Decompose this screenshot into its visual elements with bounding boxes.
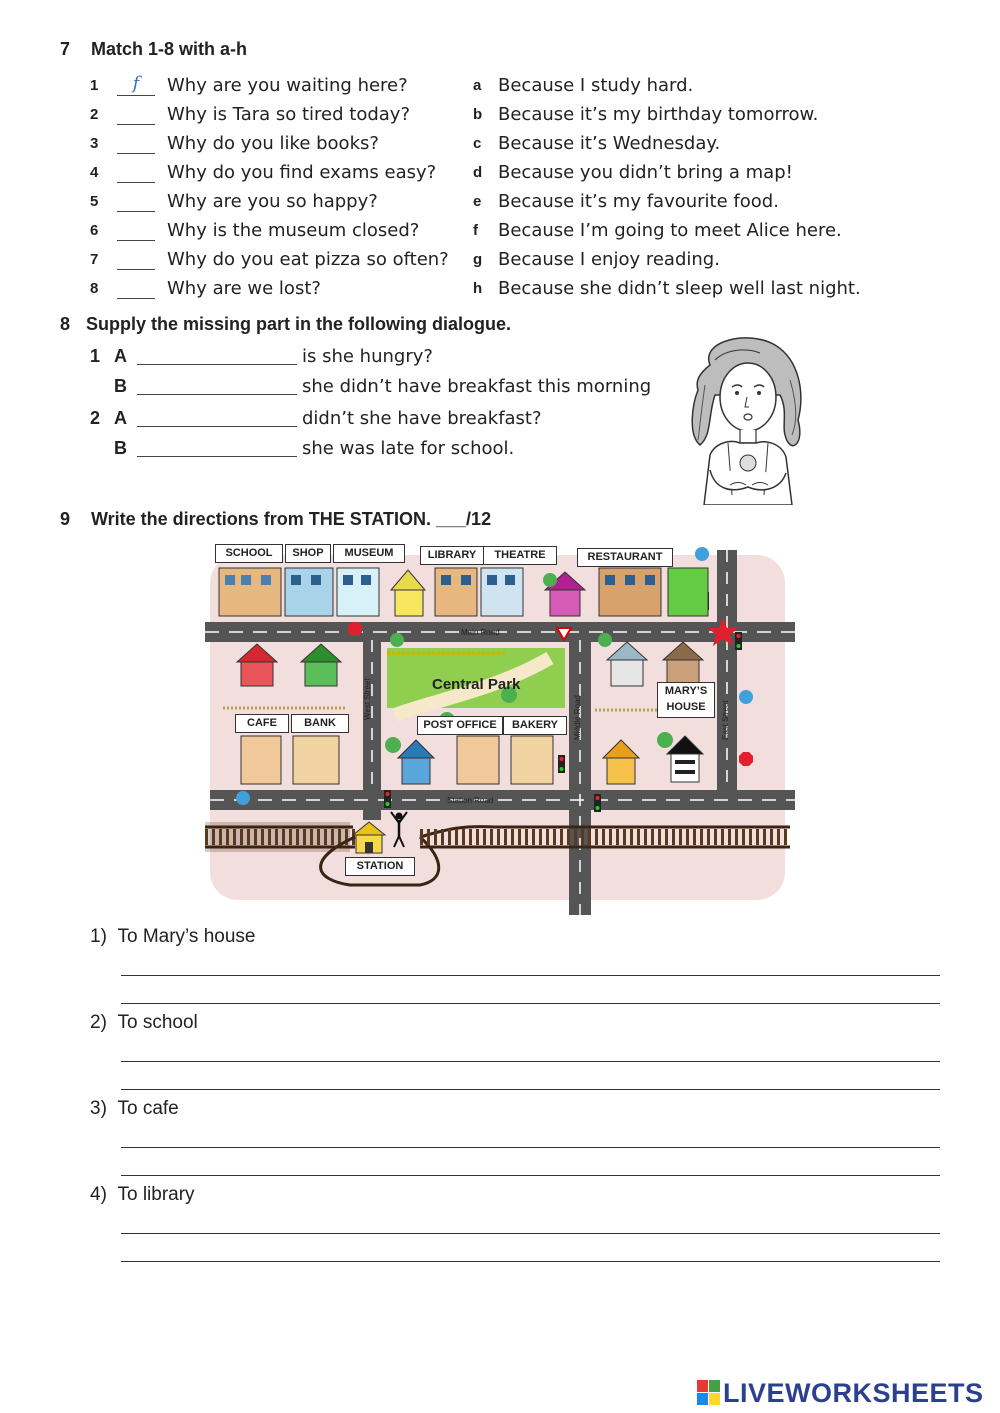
section-7-number: 7 [60, 39, 71, 59]
label-bakery: BAKERY [503, 716, 567, 735]
section-9-title: Write the directions from THE STATION. ___/12 [91, 509, 492, 529]
section-9-number: 9 [60, 509, 71, 529]
answer-text: Because I’m going to meet Alice here. [498, 220, 842, 241]
question-text: Why are you waiting here? [167, 75, 408, 96]
label-school: SCHOOL [215, 544, 283, 563]
direction-item [90, 1184, 195, 1206]
answer-line[interactable] [121, 1061, 940, 1062]
answer-text: Because she didn’t sleep well last night. [498, 278, 861, 299]
road-name-east: East Street [721, 700, 730, 740]
section-7-title: Match 1-8 with a-h [91, 39, 248, 59]
direction-item [90, 1098, 179, 1120]
girl-illustration [670, 335, 820, 505]
dialogue-text: she didn’t have breakfast this morning [302, 376, 652, 397]
answer-line[interactable] [121, 1261, 940, 1262]
logo-blocks-icon [697, 1380, 721, 1406]
town-map [205, 540, 795, 915]
answer-blank[interactable] [117, 133, 155, 154]
answer-letter: c [473, 135, 482, 152]
label-cafe: CAFE [235, 714, 289, 733]
match-row [90, 104, 850, 132]
answer-letter: f [473, 222, 478, 239]
answer-blank[interactable] [117, 162, 155, 183]
direction-text: To library [117, 1184, 195, 1205]
question-text: Why are we lost? [167, 278, 321, 299]
match-row [90, 162, 850, 190]
direction-text: To school [117, 1012, 198, 1033]
match-row [90, 249, 850, 277]
answer-line[interactable] [121, 1089, 940, 1090]
answer-text: Because it’s my birthday tomorrow. [498, 104, 819, 125]
dialogue-blank[interactable] [137, 456, 297, 457]
question-text: Why do you eat pizza so often? [167, 249, 449, 270]
question-text: Why do you like books? [167, 133, 379, 154]
question-number: 5 [90, 193, 99, 210]
dialogue-blank[interactable] [137, 426, 297, 427]
label-restaurant: RESTAURANT [577, 548, 673, 567]
label-shop: SHOP [285, 544, 331, 563]
label-museum: MUSEUM [333, 544, 405, 563]
answer-letter: d [473, 164, 483, 181]
answer-letter: a [473, 77, 482, 94]
answer-text: Because it’s my favourite food. [498, 191, 779, 212]
answer-line[interactable] [121, 1175, 940, 1176]
dialogue-blank[interactable] [137, 394, 297, 395]
label-post-office: POST OFFICE [417, 716, 503, 735]
match-row [90, 278, 861, 306]
answer-letter: g [473, 251, 483, 268]
answer-blank[interactable] [117, 220, 155, 241]
question-text: Why do you find exams easy? [167, 162, 437, 183]
direction-text: To cafe [117, 1098, 179, 1119]
dialogue-blank[interactable] [137, 364, 297, 365]
road-name-middle: Middle Road [573, 695, 582, 740]
answer-line[interactable] [121, 1003, 940, 1004]
answer-line[interactable] [121, 975, 940, 976]
dialogue-text: didn’t she have breakfast? [302, 408, 542, 429]
answer-blank[interactable] [117, 249, 155, 270]
label-library: LIBRARY [420, 546, 484, 565]
dialogue-number: 1 [90, 346, 101, 366]
answer-line[interactable] [121, 1233, 940, 1234]
label-marys-house-line2: HOUSE [666, 701, 706, 713]
question-number: 3 [90, 135, 99, 152]
answer-text: Because I study hard. [498, 75, 694, 96]
answer-blank[interactable]: f [117, 75, 155, 96]
label-bank: BANK [291, 714, 349, 733]
answer-letter: e [473, 193, 482, 210]
answer-blank[interactable] [117, 104, 155, 125]
speaker: B [114, 438, 127, 458]
question-number: 2 [90, 106, 99, 123]
label-marys-house-line1: MARY’S [664, 685, 708, 697]
label-marys-house [657, 682, 715, 718]
direction-number: 4) [90, 1184, 107, 1205]
direction-number: 1) [90, 926, 107, 947]
direction-text: To Mary’s house [117, 926, 256, 947]
section-8-title: Supply the missing part in the following dialogue. [86, 314, 512, 334]
logo-text: LIVEWORKSHEETS [723, 1378, 984, 1408]
direction-number: 3) [90, 1098, 107, 1119]
answer-text: Because it’s Wednesday. [498, 133, 721, 154]
label-theatre: THEATRE [483, 546, 557, 565]
label-central-park: Central Park [432, 676, 521, 693]
answer-text: Because I enjoy reading. [498, 249, 720, 270]
label-station: STATION [345, 857, 415, 876]
question-number: 8 [90, 280, 99, 297]
speaker: A [114, 408, 127, 428]
match-row [90, 133, 850, 161]
direction-item [90, 1012, 198, 1034]
dialogue-text: is she hungry? [302, 346, 433, 367]
answer-line[interactable] [121, 1147, 940, 1148]
match-row [90, 220, 850, 248]
match-row [90, 191, 850, 219]
dialogue-number: 2 [90, 408, 101, 428]
answer-blank[interactable] [117, 278, 155, 299]
question-text: Why are you so happy? [167, 191, 378, 212]
match-row [90, 75, 850, 103]
question-text: Why is the museum closed? [167, 220, 420, 241]
road-name-west: West Street [363, 678, 372, 720]
dialogue-text: she was late for school. [302, 438, 515, 459]
question-number: 6 [90, 222, 99, 239]
answer-text: Because you didn’t bring a map! [498, 162, 793, 183]
direction-item [90, 926, 255, 948]
section-8-number: 8 [60, 314, 71, 334]
direction-number: 2) [90, 1012, 107, 1033]
answer-letter: h [473, 280, 483, 297]
question-number: 7 [90, 251, 99, 268]
speaker: B [114, 376, 127, 396]
answer-blank[interactable] [117, 191, 155, 212]
answer-letter: b [473, 106, 483, 123]
question-number: 1 [90, 77, 99, 94]
question-text: Why is Tara so tired today? [167, 104, 411, 125]
road-name-main: Main Road [461, 628, 500, 637]
question-number: 4 [90, 164, 99, 181]
speaker: A [114, 346, 127, 366]
road-name-station: Station Road [447, 796, 494, 805]
